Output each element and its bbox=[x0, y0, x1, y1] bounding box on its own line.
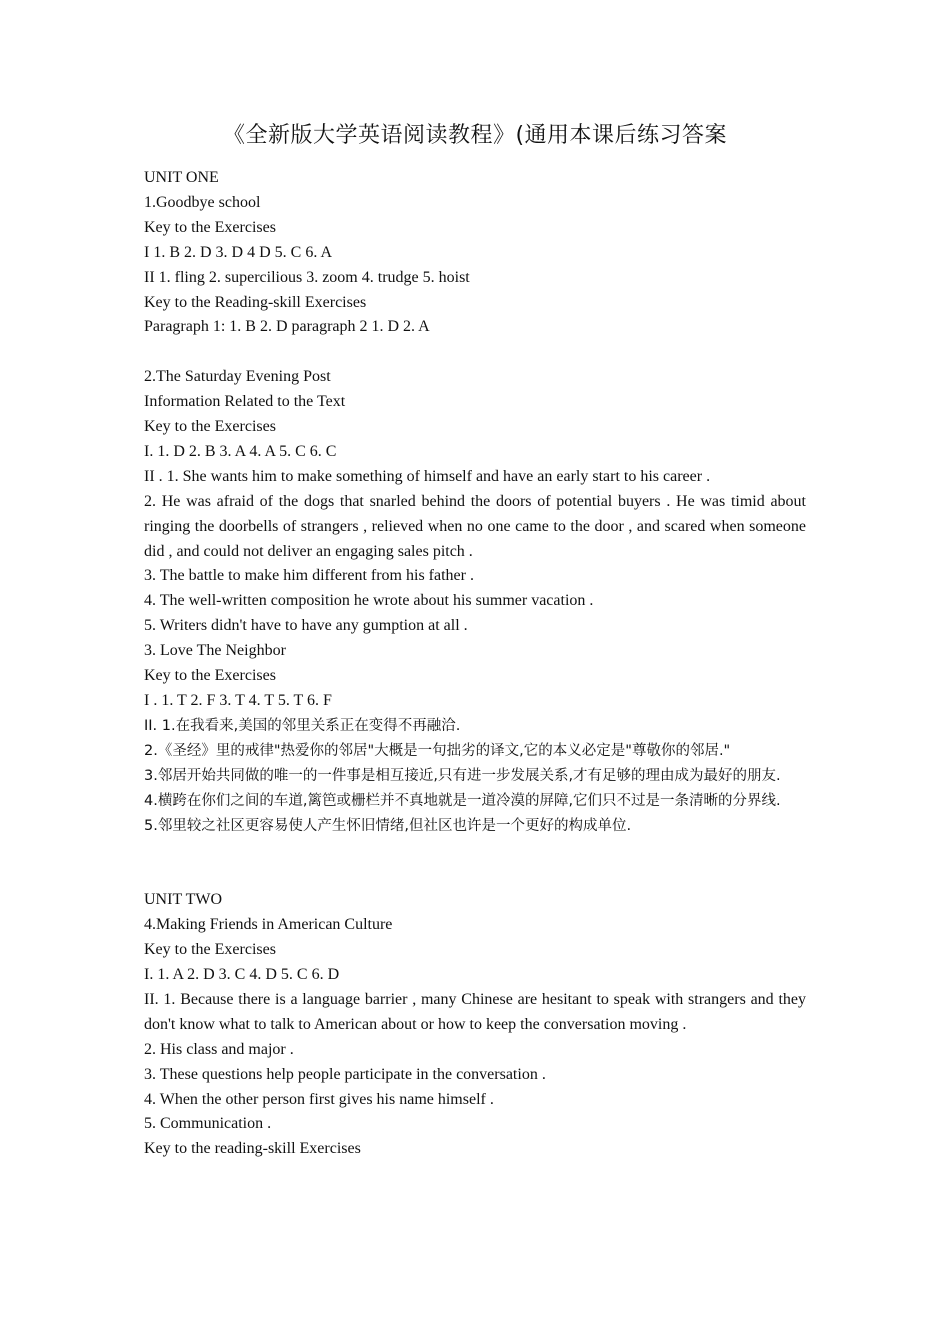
lesson-3-key-heading: Key to the Exercises bbox=[144, 667, 276, 685]
lesson-4-part-2-answer-2: 2. His class and major . bbox=[144, 1040, 294, 1058]
spacer bbox=[144, 838, 806, 888]
lesson-2-title: 2.The Saturday Evening Post bbox=[144, 368, 331, 386]
lesson-4-title: 4.Making Friends in American Culture bbox=[144, 916, 393, 934]
lesson-3-part-1-answers: I . 1. T 2. F 3. T 4. T 5. T 6. F bbox=[144, 692, 332, 710]
lesson-4-part-2-answer-5: 5. Communication . bbox=[144, 1115, 272, 1133]
lesson-1-part-1-answers: I 1. B 2. D 3. D 4 D 5. C 6. A bbox=[144, 243, 333, 261]
lesson-1-key-heading: Key to the Exercises bbox=[144, 218, 276, 236]
lesson-3-part-2-answer-2: 2.《圣经》里的戒律"热爱你的邻居"大概是一句拙劣的译文,它的本义必定是"尊敬你的邻居." bbox=[144, 742, 731, 759]
lesson-2-part-2-answer-3: 3. The battle to make him different from his father . bbox=[144, 567, 474, 585]
document-title: 《全新版大学英语阅读教程》(通用本课后练习答案 bbox=[222, 123, 728, 148]
lesson-4-reading-heading: Key to the reading-skill Exercises bbox=[144, 1140, 361, 1158]
lesson-3-part-2-answer-1: II. 1.在我看来,美国的邻里关系正在变得不再融洽. bbox=[144, 717, 461, 734]
lesson-1-title: 1.Goodbye school bbox=[144, 193, 261, 211]
lesson-4-part-2-answer-4: 4. When the other person first gives his name himself . bbox=[144, 1090, 494, 1108]
lesson-2-key-heading: Key to the Exercises bbox=[144, 418, 276, 436]
spacer bbox=[144, 340, 806, 365]
lesson-4-part-1-answers: I. 1. A 2. D 3. C 4. D 5. C 6. D bbox=[144, 965, 340, 983]
lesson-2-part-1-answers: I. 1. D 2. B 3. A 4. A 5. C 6. C bbox=[144, 442, 337, 460]
unit-two-heading: UNIT TWO bbox=[144, 891, 223, 909]
lesson-2-part-2-answer-2: 2. He was afraid of the dogs that snarled behind the doors of potential buyers . He was timid about ringing the doorbells of strangers , relieved when no one came to the door , and scared when someone did , and could not deliver an engaging sales pitch . bbox=[144, 492, 806, 560]
lesson-4-part-2-answer-3: 3. These questions help people participate in the conversation . bbox=[144, 1065, 546, 1083]
lesson-3-part-2-answer-4: 4.横跨在你们之间的车道,篱笆或栅栏并不真地就是一道冷漠的屏障,它们只不过是一条清晰的分界线. bbox=[144, 792, 781, 809]
lesson-3-part-2-answer-5: 5.邻里较之社区更容易使人产生怀旧情绪,但社区也许是一个更好的构成单位. bbox=[144, 817, 632, 834]
lesson-2-info-heading: Information Related to the Text bbox=[144, 393, 346, 411]
lesson-1-part-2-answers: II 1. fling 2. supercilious 3. zoom 4. trudge 5. hoist bbox=[144, 268, 470, 286]
lesson-3-title: 3. Love The Neighbor bbox=[144, 642, 286, 660]
lesson-2-part-2-answer-4: 4. The well-written composition he wrote about his summer vacation . bbox=[144, 592, 594, 610]
document-body bbox=[144, 166, 806, 1162]
lesson-2-part-2-answer-1: II . 1. She wants him to make something of himself and have an early start to his career . bbox=[144, 467, 711, 485]
lesson-3-part-2-answer-3: 3.邻居开始共同做的唯一的一件事是相互接近,只有进一步发展关系,才有足够的理由成为最好的朋友. bbox=[144, 767, 781, 784]
unit-one-heading: UNIT ONE bbox=[144, 169, 219, 186]
lesson-1-reading-heading: Key to the Reading-skill Exercises bbox=[144, 293, 367, 311]
lesson-2-part-2-answer-5: 5. Writers didn't have to have any gumption at all . bbox=[144, 617, 468, 635]
lesson-1-reading-answers: Paragraph 1: 1. B 2. D paragraph 2 1. D 2. A bbox=[144, 318, 430, 336]
lesson-4-key-heading: Key to the Exercises bbox=[144, 941, 276, 959]
lesson-4-part-2-answer-1: II. 1. Because there is a language barrier , many Chinese are hesitant to speak with strangers and they don't know what to talk to American about or how to keep the conversation moving . bbox=[144, 990, 806, 1033]
